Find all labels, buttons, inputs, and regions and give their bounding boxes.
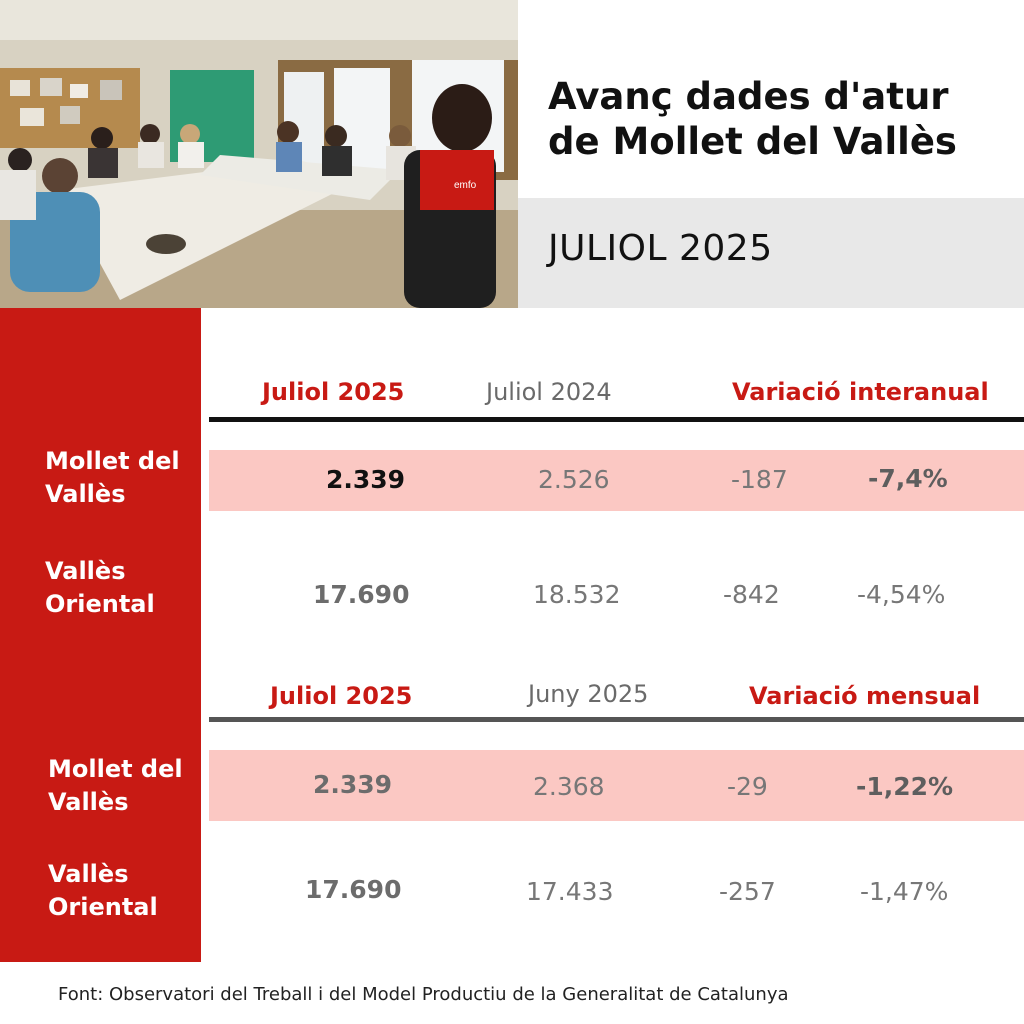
cell-diff: -29: [727, 772, 768, 801]
cell-pct: -1,22%: [856, 772, 954, 801]
row-label: Vallès Oriental: [48, 860, 158, 921]
cell-previous: 2.526: [538, 465, 610, 494]
cell-diff: -187: [731, 465, 788, 494]
cell-pct: -1,47%: [860, 877, 949, 906]
row-label: Mollet del Vallès: [45, 447, 180, 508]
page-subtitle: JULIOL 2025: [548, 228, 773, 269]
cell-previous: 2.368: [533, 772, 605, 801]
header-rule: [209, 417, 1024, 422]
col-header-variation: Variació interanual: [732, 378, 989, 406]
cell-current: 17.690: [313, 580, 410, 609]
col-header-previous: Juliol 2024: [486, 378, 612, 406]
photo-logo-text: emfo: [454, 180, 477, 191]
col-header-previous: Juny 2025: [528, 680, 649, 708]
header-rule: [209, 717, 1024, 722]
col-header-variation: Variació mensual: [749, 682, 981, 710]
row-label: Mollet del Vallès: [48, 755, 183, 816]
col-header-current: Juliol 2025: [270, 682, 413, 710]
cell-previous: 18.532: [533, 580, 621, 609]
cell-pct: -4,54%: [857, 580, 946, 609]
cell-diff: -842: [723, 580, 780, 609]
col-header-current: Juliol 2025: [262, 378, 405, 406]
cell-current: 2.339: [313, 770, 393, 799]
cell-current: 17.690: [305, 875, 402, 904]
row-label: Vallès Oriental: [45, 557, 155, 618]
source-note: Font: Observatori del Treball i del Model Productiu de la Generalitat de Catalunya: [58, 984, 789, 1005]
header-photo: [0, 0, 518, 308]
cell-pct: -7,4%: [868, 464, 948, 493]
page-title: Avanç dades d'atur de Mollet del Vallès: [548, 75, 957, 163]
cell-previous: 17.433: [526, 877, 614, 906]
cell-diff: -257: [719, 877, 776, 906]
cell-current: 2.339: [326, 465, 406, 494]
